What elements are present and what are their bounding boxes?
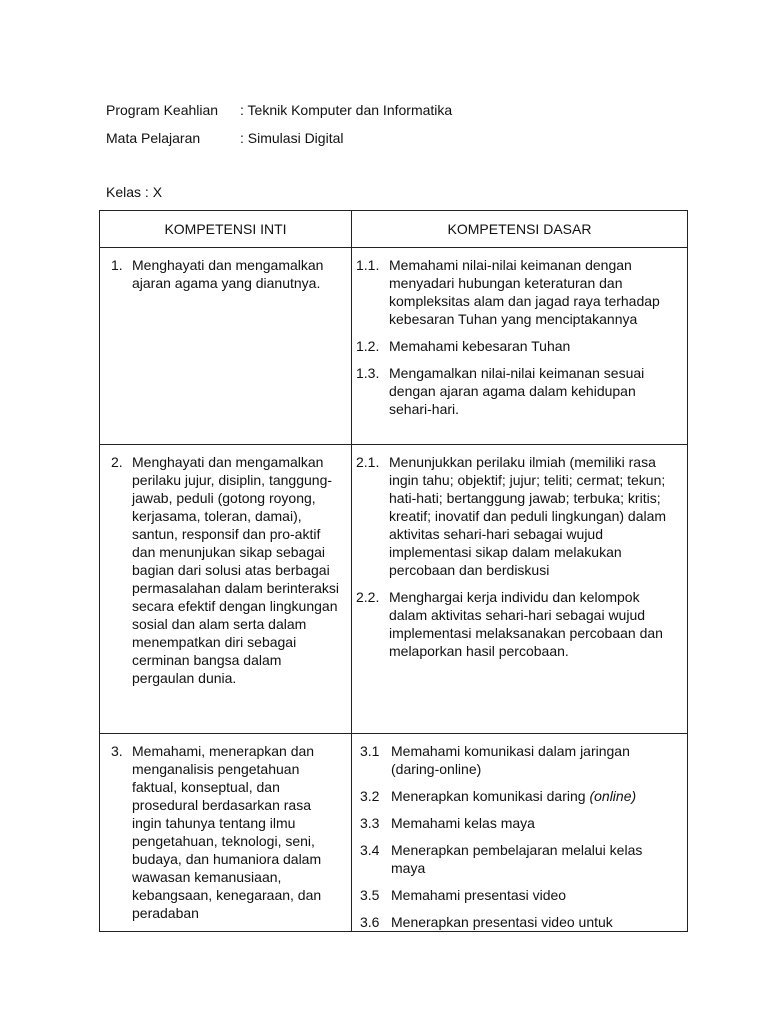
- kd-number: 3.6: [360, 914, 380, 930]
- kd-item: [356, 337, 687, 355]
- ki-text: Memahami, menerapkan dan menganalisis pengetahuan faktual, konseptual, dan prosedural berdasarkan rasa ingin tahunya tentang ilmu pengetahuan, teknologi, seni, budaya, dan humaniora dalam wawasan kemanusiaan, kebangsaan, kenegaraan, dan peradaban: [132, 743, 322, 921]
- kd-text: Menghargai kerja individu dan kelompok dalam aktivitas sehari-hari sebagai wujud implementasi melaksanakan percobaan dan melaporkan hasil percobaan.: [389, 589, 663, 659]
- kd-number: 3.2: [360, 788, 380, 804]
- table-row: [100, 734, 688, 932]
- table-row: [100, 248, 688, 445]
- kd-text: Menunjukkan perilaku ilmiah (memiliki rasa ingin tahu; objektif; jujur; teliti; cermat; tekun; hati-hati; bertanggung jawab; terbuka; kritis; kreatif; inovatif dan peduli lingkungan) dalam aktivitas sehari-hari sebagai wujud implementasi sikap dalam melakukan percobaan dan berdiskusi: [389, 454, 667, 578]
- kd-item: [356, 364, 687, 418]
- kd-text: Mengamalkan nilai-nilai keimanan sesuai dengan ajaran agama dalam kehidupan sehari-hari.: [389, 365, 645, 417]
- mata-pelajaran-label: Mata Pelajaran: [106, 130, 201, 146]
- mata-pelajaran-value: : Simulasi Digital: [240, 130, 344, 146]
- table-row: [100, 445, 688, 734]
- kd-number: 2.1.: [356, 454, 380, 470]
- kd-text: Memahami presentasi video: [391, 887, 567, 903]
- kd-item: [356, 256, 687, 328]
- kd-item: [356, 453, 687, 579]
- kompetensi-table: [99, 210, 688, 932]
- kd-number: 3.4: [360, 842, 380, 858]
- kd-text-plain: Menerapkan komunikasi daring: [391, 788, 590, 804]
- kd-number: 3.1: [360, 743, 380, 759]
- kd-cell: [352, 248, 688, 445]
- kd-number: 1.2.: [356, 338, 380, 354]
- kd-cell: [352, 445, 688, 734]
- kd-item: [360, 913, 687, 931]
- header-kompetensi-dasar: KOMPETENSI DASAR: [352, 211, 688, 248]
- kd-item: [360, 742, 687, 778]
- kd-text: Menerapkan pembelajaran melalui kelas maya: [391, 842, 643, 876]
- ki-cell: [100, 248, 352, 445]
- ki-cell: [100, 734, 352, 932]
- ki-number: 1.: [111, 257, 123, 273]
- kd-text: [391, 787, 679, 805]
- kd-item: [360, 886, 687, 904]
- mata-pelajaran-row: [106, 129, 343, 147]
- kd-cell: [352, 734, 688, 932]
- kd-text-italic: (online): [589, 788, 637, 804]
- ki-cell: [100, 445, 352, 734]
- ki-number: 2.: [111, 454, 123, 470]
- kd-item: [356, 588, 687, 660]
- kd-number: 1.3.: [356, 365, 380, 381]
- kd-text: Memahami komunikasi dalam jaringan (daring-online): [391, 743, 630, 777]
- ki-text: Menghayati dan mengamalkan ajaran agama yang dianutnya.: [132, 257, 324, 291]
- program-keahlian-value: : Teknik Komputer dan Informatika: [240, 102, 453, 118]
- kd-number: 1.1.: [356, 257, 380, 273]
- kd-item: [360, 787, 687, 805]
- kd-item: [360, 814, 687, 832]
- ki-text: Menghayati dan mengamalkan perilaku jujur, disiplin, tanggung- jawab, peduli (gotong royong, kerjasama, toleran, damai), santun, responsif dan pro-aktif dan menunjukan sikap sebagai bagian dari solusi atas berbagai permasalahan dalam berinteraksi secara efektif dengan lingkungan sosial dan alam serta dalam menempatkan diri sebagai cerminan bangsa dalam pergaulan dunia.: [132, 454, 339, 686]
- kd-text: Memahami nilai-nilai keimanan dengan menyadari hubungan keteraturan dan kompleksitas alam dan jagad raya terhadap kebesaran Tuhan yang menciptakannya: [389, 257, 660, 327]
- kd-number: 3.3: [360, 815, 380, 831]
- header-kompetensi-inti: KOMPETENSI INTI: [100, 211, 352, 248]
- kd-number: 3.5: [360, 887, 380, 903]
- program-keahlian-row: [106, 101, 452, 119]
- table-header-row: [100, 211, 688, 248]
- kd-number: 2.2.: [356, 589, 380, 605]
- kd-text: Memahami kelas maya: [391, 815, 535, 831]
- program-keahlian-label: Program Keahlian: [106, 102, 219, 118]
- kd-item: [360, 841, 687, 877]
- kelas-label: Kelas : X: [106, 184, 163, 200]
- kd-text: Memahami kebesaran Tuhan: [389, 338, 571, 354]
- ki-number: 3.: [111, 743, 123, 759]
- kd-text: Menerapkan presentasi video untuk: [391, 914, 613, 930]
